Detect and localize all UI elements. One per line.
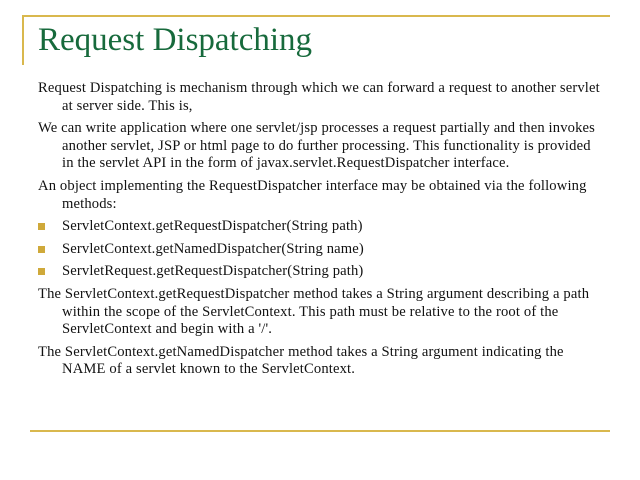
bullet-text: ServletContext.getNamedDispatcher(String name) (62, 240, 364, 257)
bullet-text: ServletRequest.getRequestDispatcher(String path) (62, 263, 364, 280)
square-bullet-icon (38, 246, 45, 253)
left-divider (22, 15, 24, 65)
intro-paragraph: Request Dispatching is mechanism through which we can forward a request to another servlet at server side. This is, (38, 80, 600, 114)
list-item (38, 263, 603, 281)
description-paragraph: We can write application where one servlet/jsp processes a request partially and then invokes another servlet, JSP or html page to do further processing. This functionality is provided in the servlet API in the form of javax.servlet.RequestDispatcher interface. (38, 120, 596, 172)
slide-title: Request Dispatching (38, 22, 313, 58)
bullet-text: ServletContext.getRequestDispatcher(String path) (62, 218, 363, 235)
square-bullet-icon (38, 223, 45, 230)
list-item (38, 218, 603, 236)
slide-body (38, 80, 603, 384)
top-divider (22, 15, 610, 17)
methods-intro-paragraph: An object implementing the RequestDispatcher interface may be obtained via the following methods: (38, 177, 587, 212)
get-request-dispatcher-paragraph: The ServletContext.getRequestDispatcher method takes a String argument describing a path within the scope of the ServletContext. This path must be relative to the root of the ServletContext and begin with a '/'. (38, 285, 590, 338)
bottom-divider (30, 430, 610, 432)
square-bullet-icon (38, 268, 45, 275)
list-item (38, 241, 603, 259)
get-named-dispatcher-paragraph: The ServletContext.getNamedDispatcher method takes a String argument indicating the NAME of a servlet known to the ServletContext. (38, 343, 564, 378)
